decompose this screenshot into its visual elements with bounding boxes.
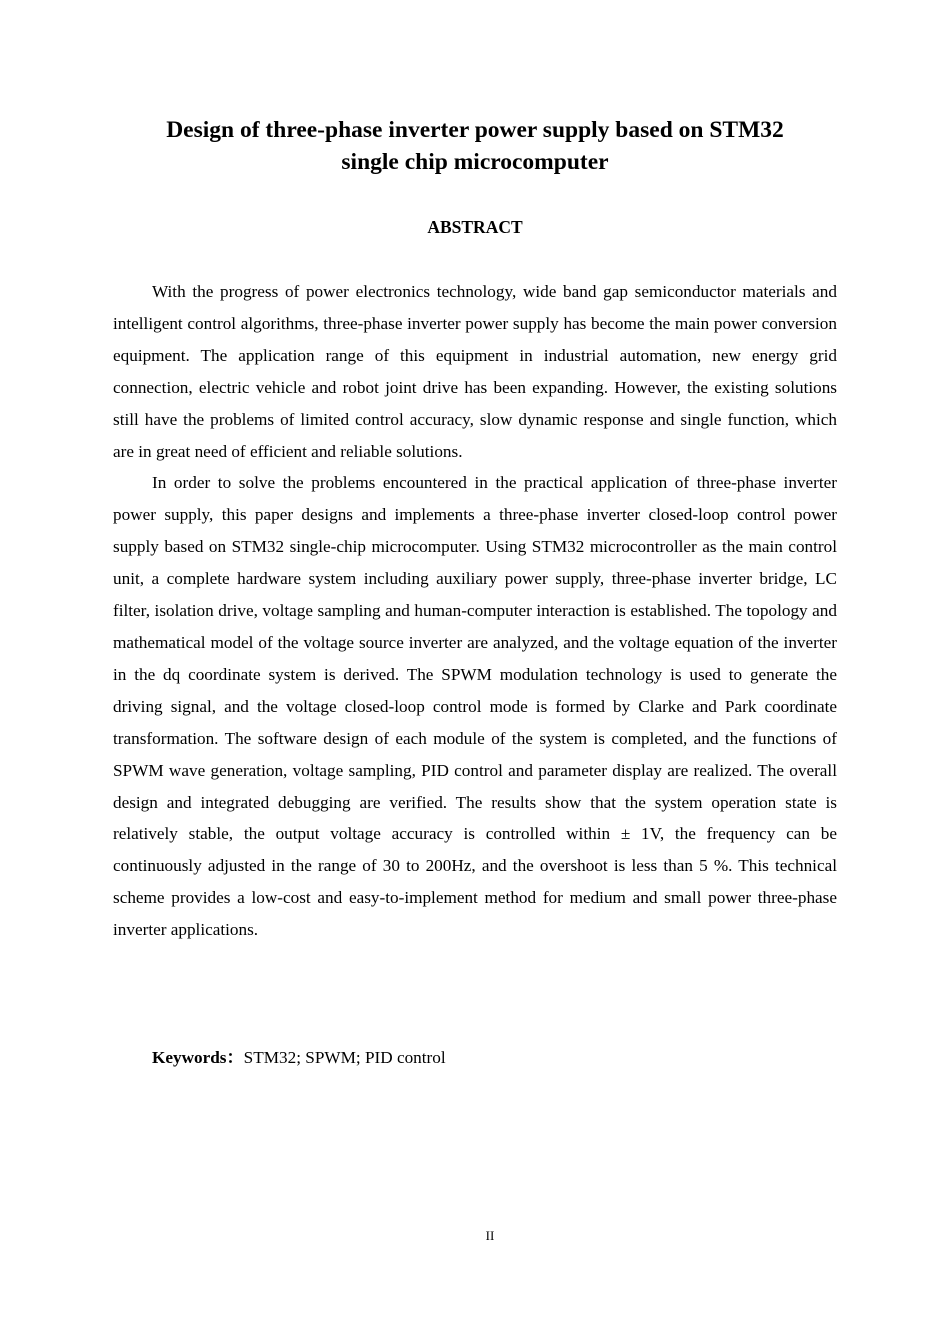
title-line-2: single chip microcomputer: [341, 149, 609, 175]
abstract-paragraph-1: With the progress of power electronics technology, wide band gap semiconductor materials and intelligent control algorithms, three-phase inverter power supply has become the main power conversion equipment. The application range of this equipment in industrial automation, new energy grid connection, electric vehicle and robot joint drive has been expanding. However, the existing solutions still have the problems of limited control accuracy, slow dynamic response and single function, which are in great need of efficient and reliable solutions.: [113, 282, 837, 461]
paper-title: [113, 114, 837, 178]
title-line-1: Design of three-phase inverter power supply based on STM32: [166, 117, 784, 143]
page-number: II: [485, 1228, 495, 1243]
keywords-line: [152, 1042, 446, 1074]
keywords-value: STM32; SPWM; PID control: [243, 1048, 446, 1067]
abstract-paragraph-2: In order to solve the problems encountered in the practical application of three-phase inverter power supply, this paper designs and implements a three-phase inverter closed-loop control power supply based on STM32 single-chip microcomputer. Using STM32 microcontroller as the main control unit, a complete hardware system including auxiliary power supply, three-phase inverter bridge, LC filter, isolation drive, voltage sampling and human-computer interaction is established. The topology and mathematical model of the voltage source inverter are analyzed, and the voltage equation of the inverter in the dq coordinate system is derived. The SPWM modulation technology is used to generate the driving signal, and the voltage closed-loop control mode is formed by Clarke and Park coordinate transformation. The software design of each module of the system is completed, and the functions of SPWM wave generation, voltage sampling, PID control and parameter display are realized. The overall design and integrated debugging are verified. The results show that the system operation state is relatively stable, the output voltage accuracy is controlled within ± 1V, the frequency can be continuously adjusted in the range of 30 to 200Hz, and the overshoot is less than 5 %. This technical scheme provides a low-cost and easy-to-implement method for medium and small power three-phase inverter applications.: [113, 473, 837, 940]
abstract-body: [113, 276, 837, 946]
keywords-label: Keywords：: [152, 1048, 244, 1067]
abstract-heading: ABSTRACT: [427, 217, 523, 237]
